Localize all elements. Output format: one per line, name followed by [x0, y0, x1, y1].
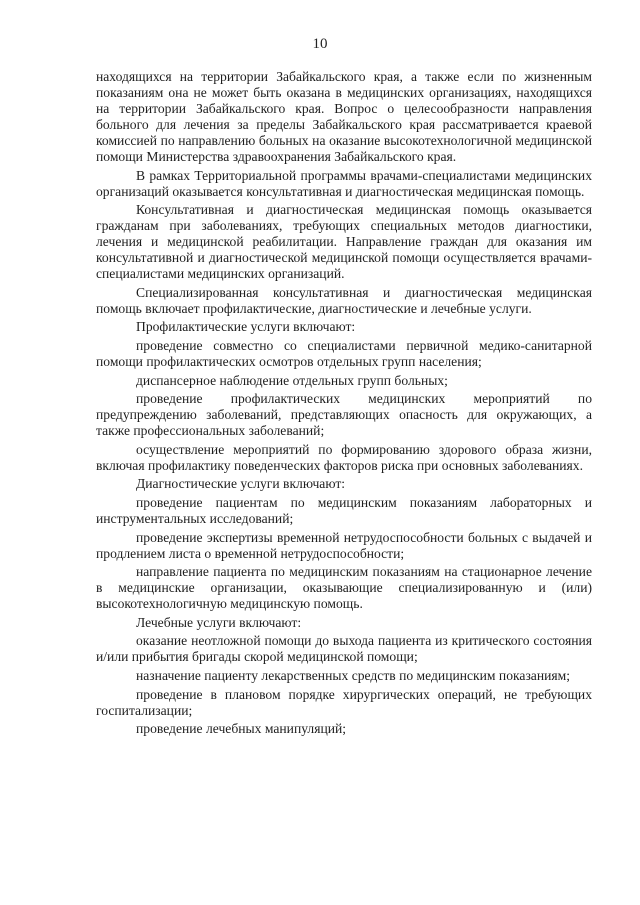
list-item-emergency-care: оказание неотложной помощи до выхода пациента из критического состояния и/или прибытия бригады скорой медицинской помощи;: [96, 633, 592, 665]
list-item-outpatient-surgery: проведение в плановом порядке хирургических операций, не требующих госпитализации;: [96, 686, 592, 718]
list-item-dispensary-observation: диспансерное наблюдение отдельных групп больных;: [136, 372, 448, 388]
list-item-disease-prevention: проведение профилактических медицинских мероприятий по предупреждению заболеваний, представляющих опасность для окружающих, а также профессиональных заболеваний;: [96, 391, 592, 439]
list-item-preventive-exams: проведение совместно со специалистами первичной медико-санитарной помощи профилактических осмотров отдельных групп населения;: [96, 337, 592, 369]
heading-diagnostic-services: Диагностические услуги включают:: [136, 476, 346, 492]
list-item-medication-prescription: назначение пациенту лекарственных средств по медицинским показаниям;: [136, 667, 571, 683]
page-number: 10: [312, 36, 328, 52]
body-text: [96, 69, 592, 740]
list-item-hospital-referral: направление пациента по медицинским показаниям на стационарное лечение в медицинские организации, оказывающие специализированную и (или) высокотехнологичную медицинскую помощь.: [96, 564, 592, 612]
heading-preventive-services: Профилактические услуги включают:: [136, 319, 356, 335]
list-item-healthy-lifestyle: осуществление мероприятий по формированию здорового образа жизни, включая профилактику поведенческих факторов риска при основных заболеваниях.: [96, 441, 592, 473]
paragraph-continuation: находящихся на территории Забайкальского края, а также если по жизненным показаниям она не может быть оказана в медицинских организациях, находящихся на территории Забайкальского края. Вопрос о целесообразности направления больного для лечения за пределы Забайкальского края рассматривается краевой комиссией по направлению больных на оказание высокотехнологичной медицинской помощи Министерства здравоохранения Забайкальского края.: [96, 69, 592, 164]
heading-treatment-services: Лечебные услуги включают:: [136, 614, 302, 630]
paragraph-consultative-details: Консультативная и диагностическая медицинская помощь оказывается гражданам при заболеваниях, требующих специальных методов диагностики, лечения и медицинской реабилитации. Направление граждан для оказания им консультативной и диагностической медицинской помощи осуществляется врачами-специалистами медицинских организаций.: [96, 202, 592, 282]
paragraph-consultative-intro: В рамках Территориальной программы врачами-специалистами медицинских организаций оказывается консультативная и диагностическая медицинская помощь.: [96, 167, 592, 199]
list-item-lab-research: проведение пациентам по медицинским показаниям лабораторных и инструментальных исследований;: [96, 494, 592, 526]
list-item-disability-expertise: проведение экспертизы временной нетрудоспособности больных с выдачей и продлением листа о временной нетрудоспособности;: [96, 529, 592, 561]
list-item-therapeutic-procedures: проведение лечебных манипуляций;: [136, 721, 347, 737]
paragraph-specialized-services: Специализированная консультативная и диагностическая медицинская помощь включает профилактические, диагностические и лечебные услуги.: [96, 284, 592, 316]
